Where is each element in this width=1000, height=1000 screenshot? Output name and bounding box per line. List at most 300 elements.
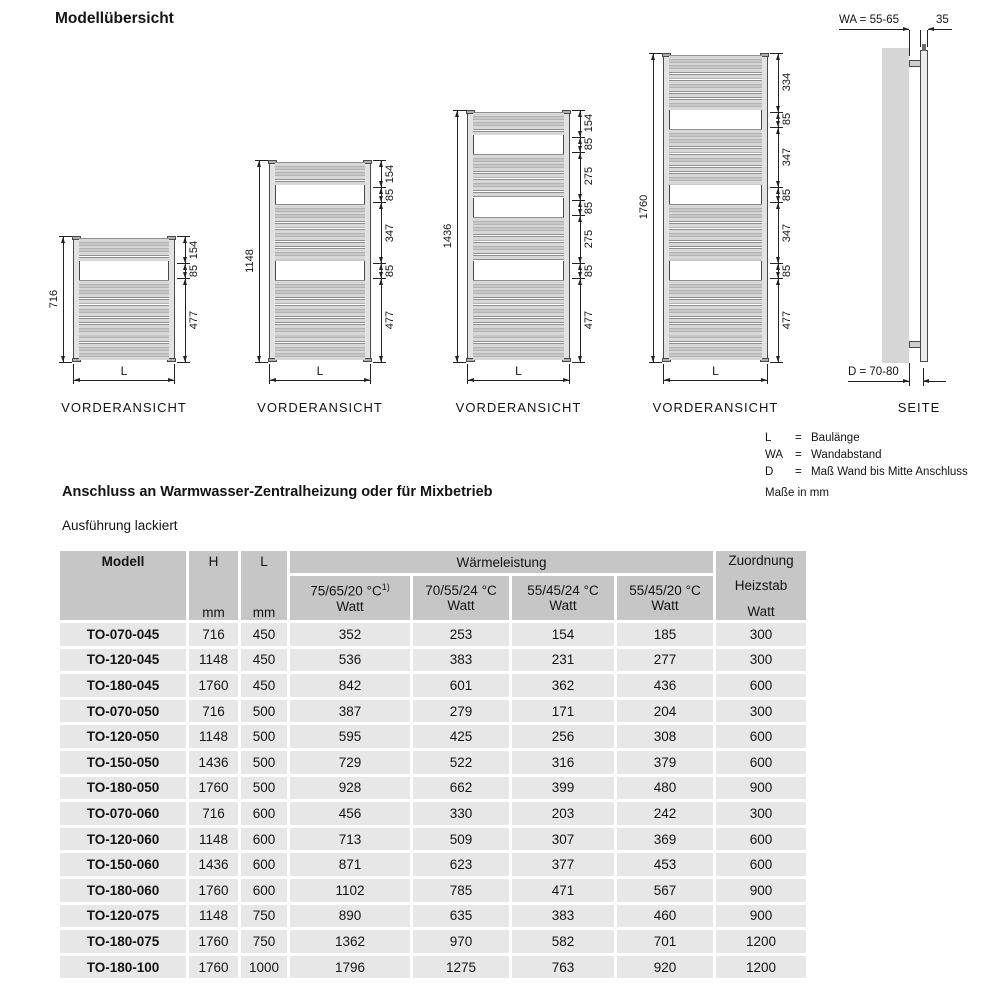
cell-h: 716 (189, 623, 238, 646)
air-vent-icon (922, 44, 926, 51)
cell-model: TO-070-050 (60, 700, 186, 723)
segment-dim-label: 334 (781, 73, 793, 92)
cell-l: 600 (241, 802, 287, 825)
cell-l: 450 (241, 649, 287, 672)
dim-arrow (776, 54, 780, 60)
segment-tick (177, 362, 190, 363)
legend-rows (765, 430, 968, 481)
dim-arrow (651, 356, 655, 362)
cell-watt-2: 330 (413, 802, 509, 825)
table-row (60, 674, 806, 697)
cell-h: 716 (189, 802, 238, 825)
cell-watt-4: 701 (617, 930, 713, 953)
wall-section (882, 48, 909, 363)
cell-h: 1760 (189, 956, 238, 979)
cell-watt-3: 307 (512, 828, 614, 851)
legend-description: Maß Wand bis Mitte Anschluss (811, 466, 968, 478)
dim-arrow (776, 196, 780, 202)
cell-heizstab: 300 (716, 700, 806, 723)
cell-h: 1148 (189, 725, 238, 748)
cell-heizstab: 1200 (716, 930, 806, 953)
legend-row (765, 430, 968, 447)
tube-group (473, 280, 564, 360)
cell-heizstab: 1200 (716, 956, 806, 979)
tube-group (275, 204, 365, 261)
segment-dim-label: 477 (188, 310, 200, 330)
cell-watt-3: 231 (512, 649, 614, 672)
cell-model: TO-180-075 (60, 930, 186, 953)
cell-watt-2: 522 (413, 751, 509, 774)
dim-arrow (776, 257, 780, 263)
segment-dim-label: 347 (781, 147, 793, 167)
cell-watt-4: 436 (617, 674, 713, 697)
cell-l: 500 (241, 725, 287, 748)
legend-equals: = (795, 432, 802, 444)
segment-dim-label: 85 (188, 264, 200, 277)
cell-h: 1148 (189, 905, 238, 928)
dim-arrow (578, 194, 582, 200)
cell-watt-3: 763 (512, 956, 614, 979)
tube-group (275, 280, 365, 360)
wa-extension-line (909, 30, 910, 56)
cell-h: 1148 (189, 828, 238, 851)
dim-arrow (257, 356, 261, 362)
cell-h: 1436 (189, 853, 238, 876)
segment-dim-label: 85 (384, 264, 396, 277)
segment-dim-label: 275 (583, 166, 595, 186)
cell-watt-4: 308 (617, 725, 713, 748)
dim-arrow (257, 161, 261, 167)
cell-h: 1760 (189, 777, 238, 800)
total-dim-line (63, 236, 64, 362)
cell-heizstab: 600 (716, 853, 806, 876)
dim-arrow (74, 378, 80, 382)
cell-watt-2: 279 (413, 700, 509, 723)
cell-watt-4: 453 (617, 853, 713, 876)
dim-arrow (168, 378, 174, 382)
tube-group (669, 280, 762, 360)
dim-arrow (183, 272, 187, 278)
table-row (60, 828, 806, 851)
dim-arrow (776, 188, 780, 194)
cell-model: TO-150-050 (60, 751, 186, 774)
cell-watt-3: 316 (512, 751, 614, 774)
dim-arrow (578, 138, 582, 144)
dim-arrow (468, 378, 474, 382)
front-view-caption: VORDERANSICHT (257, 400, 383, 415)
cell-watt-1: 729 (290, 751, 410, 774)
section-heading: Anschluss an Warmwasser-Zentralheizung oder für Mixbetrieb (62, 484, 493, 500)
dim-arrow (776, 264, 780, 270)
cell-model: TO-180-060 (60, 879, 186, 902)
cell-watt-4: 242 (617, 802, 713, 825)
l-dim-line (269, 380, 371, 381)
legend-row (765, 464, 968, 481)
cell-watt-3: 171 (512, 700, 614, 723)
cell-l: 600 (241, 879, 287, 902)
cell-watt-2: 662 (413, 777, 509, 800)
cell-watt-3: 256 (512, 725, 614, 748)
cell-watt-1: 1362 (290, 930, 410, 953)
cell-heizstab: 900 (716, 777, 806, 800)
dim-arrow (379, 203, 383, 209)
table-row (60, 777, 806, 800)
d-extension-line-wall (909, 363, 910, 386)
tube-group (669, 55, 762, 110)
dim-arrow (379, 161, 383, 167)
total-tick (255, 362, 268, 363)
dim-arrow (578, 264, 582, 270)
wa-dimension-label: WA = 55-65 (839, 14, 899, 26)
cell-watt-2: 1275 (413, 956, 509, 979)
legend-symbol: WA (765, 449, 784, 461)
dim-arrow (578, 146, 582, 152)
tube-group (473, 154, 564, 198)
table-row (60, 623, 806, 646)
dim-arrow (61, 356, 65, 362)
cell-model: TO-150-060 (60, 853, 186, 876)
legend-description: Baulänge (811, 432, 860, 444)
dim-arrow (776, 203, 780, 209)
cell-heizstab: 900 (716, 879, 806, 902)
cell-watt-2: 601 (413, 674, 509, 697)
l-dim-label: L (120, 364, 128, 378)
segment-dim-label: 154 (188, 240, 200, 259)
col-header-l: L mm (241, 551, 287, 620)
l-dim-line (73, 380, 175, 381)
cell-watt-3: 362 (512, 674, 614, 697)
table-row (60, 700, 806, 723)
cell-heizstab: 300 (716, 623, 806, 646)
table-row (60, 879, 806, 902)
cell-model: TO-070-060 (60, 802, 186, 825)
cell-l: 600 (241, 853, 287, 876)
cell-heizstab: 900 (716, 905, 806, 928)
cell-watt-1: 871 (290, 853, 410, 876)
dim-arrow (776, 113, 780, 119)
tube-group (79, 280, 169, 360)
dim-arrow (776, 272, 780, 278)
cell-watt-3: 377 (512, 853, 614, 876)
dim35-arrow (928, 27, 934, 31)
segment-dim-label: 347 (384, 223, 396, 243)
cell-l: 1000 (241, 956, 287, 979)
col-group-power: Wärmeleistung (290, 551, 713, 573)
cell-heizstab: 300 (716, 649, 806, 672)
cell-h: 1760 (189, 674, 238, 697)
total-dim-label: 716 (48, 289, 60, 309)
table-row (60, 853, 806, 876)
col-header-temp-2: 70/55/24 °C Watt (413, 576, 509, 620)
cell-l: 750 (241, 905, 287, 928)
total-dim-line (653, 53, 654, 362)
cell-watt-1: 456 (290, 802, 410, 825)
cell-l: 500 (241, 700, 287, 723)
cell-watt-3: 383 (512, 905, 614, 928)
segment-dim-label: 477 (583, 310, 595, 330)
dim-arrow (379, 196, 383, 202)
col-header-model: Modell (60, 551, 186, 620)
dim-arrow (578, 216, 582, 222)
dim-arrow (578, 356, 582, 362)
side-view-caption: SEITE (897, 400, 941, 415)
col-header-temp-1: 75/65/20 $^\circ C^{1)}$ Watt (290, 576, 410, 620)
cell-model: TO-120-045 (60, 649, 186, 672)
dim-arrow (379, 264, 383, 270)
cell-watt-3: 399 (512, 777, 614, 800)
segment-dim-label: 85 (781, 188, 793, 202)
dim-arrow (776, 356, 780, 362)
l-dim-line (663, 380, 768, 381)
total-dim-line (457, 110, 458, 362)
cell-l: 450 (241, 674, 287, 697)
segment-dim-label: 347 (781, 223, 793, 243)
total-tick (453, 362, 466, 363)
table-row (60, 751, 806, 774)
dim-arrow (563, 378, 569, 382)
segment-tick (770, 362, 783, 363)
cell-watt-1: 387 (290, 700, 410, 723)
cell-watt-1: 352 (290, 623, 410, 646)
cell-watt-4: 460 (617, 905, 713, 928)
segment-dim-label: 85 (384, 188, 396, 202)
dim-arrow (379, 181, 383, 187)
cell-watt-2: 623 (413, 853, 509, 876)
segment-dim-label: 154 (384, 164, 396, 184)
segment-dim-label: 85 (781, 112, 793, 126)
dim-arrow (578, 257, 582, 263)
cell-watt-2: 253 (413, 623, 509, 646)
legend-row (765, 447, 968, 464)
table-row (60, 725, 806, 748)
cell-heizstab: 600 (716, 674, 806, 697)
segment-dim-label: 275 (583, 229, 595, 249)
cell-model: TO-120-060 (60, 828, 186, 851)
cell-watt-2: 635 (413, 905, 509, 928)
dim35-label: 35 (936, 14, 949, 26)
col-header-temp-3: 55/45/24 °C Watt (512, 576, 614, 620)
l-dim-label: L (712, 364, 719, 378)
dim-arrow (776, 106, 780, 112)
dim-arrow (578, 279, 582, 285)
dim-arrow (379, 188, 383, 194)
collector-tube-right (168, 236, 175, 362)
cell-watt-3: 203 (512, 802, 614, 825)
cell-watt-2: 785 (413, 879, 509, 902)
dim-arrow (183, 264, 187, 270)
cell-watt-4: 379 (617, 751, 713, 774)
cell-watt-1: 842 (290, 674, 410, 697)
total-dim-label: 1148 (244, 249, 256, 274)
tube-extension-line-left (920, 30, 921, 47)
cell-h: 1148 (189, 649, 238, 672)
cell-watt-4: 277 (617, 649, 713, 672)
segment-tick (572, 362, 585, 363)
cell-watt-1: 713 (290, 828, 410, 851)
total-dim-label: 1760 (638, 195, 650, 220)
spec-table (57, 548, 809, 981)
dim-arrow (651, 54, 655, 60)
page-title: Modellübersicht (55, 10, 174, 27)
dim-arrow (379, 356, 383, 362)
dim-arrow (183, 257, 187, 263)
cell-watt-1: 1102 (290, 879, 410, 902)
cell-l: 450 (241, 623, 287, 646)
table-row (60, 956, 806, 979)
cell-watt-1: 536 (290, 649, 410, 672)
cell-l: 500 (241, 751, 287, 774)
cell-watt-4: 185 (617, 623, 713, 646)
cell-watt-4: 480 (617, 777, 713, 800)
tube-group (275, 162, 365, 185)
cell-watt-3: 471 (512, 879, 614, 902)
col-header-temp-4: 55/45/20 °C Watt (617, 576, 713, 620)
segment-dim-label: 154 (583, 114, 595, 133)
cell-watt-2: 970 (413, 930, 509, 953)
dim-arrow (578, 111, 582, 117)
col-header-h: H mm (189, 551, 238, 620)
cell-watt-1: 890 (290, 905, 410, 928)
l-dim-line (467, 380, 570, 381)
dim-arrow (776, 121, 780, 127)
table-row (60, 802, 806, 825)
legend (765, 430, 968, 502)
cell-watt-1: 1796 (290, 956, 410, 979)
front-view-caption: VORDERANSICHT (652, 400, 779, 415)
total-dim-line (259, 160, 260, 362)
cell-model: TO-070-045 (60, 623, 186, 646)
segment-dim-label: 477 (384, 310, 396, 330)
cell-watt-4: 369 (617, 828, 713, 851)
cell-watt-4: 204 (617, 700, 713, 723)
tube-extension-line-right (927, 30, 928, 47)
cell-watt-4: 567 (617, 879, 713, 902)
cell-heizstab: 600 (716, 725, 806, 748)
dim-arrow (379, 272, 383, 278)
cell-h: 1436 (189, 751, 238, 774)
segment-dim-line (185, 236, 186, 362)
segment-tick (373, 362, 386, 363)
legend-symbol: L (765, 432, 772, 444)
dim-arrow (183, 237, 187, 243)
cell-watt-4: 920 (617, 956, 713, 979)
dim-arrow (379, 257, 383, 263)
legend-symbol: D (765, 466, 774, 478)
tube-group (79, 238, 169, 261)
cell-heizstab: 600 (716, 751, 806, 774)
d-arrow-left (923, 379, 929, 383)
segment-dim-label: 477 (781, 310, 793, 330)
cell-model: TO-180-050 (60, 777, 186, 800)
total-tick (649, 362, 662, 363)
segment-dim-label: 85 (583, 201, 595, 214)
units-note: Maße in mm (765, 487, 829, 499)
table-row (60, 649, 806, 672)
cell-watt-2: 509 (413, 828, 509, 851)
cell-h: 1760 (189, 930, 238, 953)
col-header-heizstab: Zuordnung Heizstab Watt (716, 551, 806, 620)
cell-watt-2: 383 (413, 649, 509, 672)
tube-group (473, 112, 564, 135)
table-row (60, 930, 806, 953)
legend-equals: = (795, 449, 802, 461)
cell-l: 500 (241, 777, 287, 800)
cell-model: TO-120-075 (60, 905, 186, 928)
wall-bracket-top (909, 60, 921, 67)
cell-watt-3: 582 (512, 930, 614, 953)
tube-group (669, 129, 762, 186)
dim-arrow (761, 378, 767, 382)
cell-heizstab: 300 (716, 802, 806, 825)
legend-description: Wandabstand (811, 449, 882, 461)
collector-tube-right (364, 160, 371, 362)
dim-arrow (270, 378, 276, 382)
cell-watt-3: 154 (512, 623, 614, 646)
segment-dim-label: 85 (781, 264, 793, 277)
wa-dimension-line (839, 29, 909, 30)
cell-watt-1: 928 (290, 777, 410, 800)
dim-arrow (183, 279, 187, 285)
dim-arrow (364, 378, 370, 382)
collector-tube-right (563, 110, 570, 362)
total-tick (59, 362, 72, 363)
collector-tube-right (761, 53, 768, 362)
cell-watt-1: 595 (290, 725, 410, 748)
dim-arrow (578, 209, 582, 215)
dim-arrow (578, 201, 582, 207)
d-extension-line-tube (923, 368, 924, 386)
legend-equals: = (795, 466, 802, 478)
cell-h: 716 (189, 700, 238, 723)
table-row (60, 905, 806, 928)
d-dimension-line (848, 381, 909, 382)
wall-bracket-bottom (909, 341, 921, 348)
total-dim-label: 1436 (442, 223, 454, 249)
segment-dim-label: 85 (583, 264, 595, 277)
section-subheading: Ausführung lackiert (62, 518, 178, 533)
dim-arrow (578, 131, 582, 137)
tube-group (669, 204, 762, 261)
dim-arrow (578, 153, 582, 159)
front-view-caption: VORDERANSICHT (61, 400, 187, 415)
cell-l: 750 (241, 930, 287, 953)
dim-arrow (776, 128, 780, 134)
front-view-caption: VORDERANSICHT (455, 400, 582, 415)
l-dim-label: L (316, 364, 324, 378)
dim-arrow (664, 378, 670, 382)
side-radiator-tube (920, 50, 928, 362)
tube-group (473, 217, 564, 261)
dim-arrow (61, 237, 65, 243)
cell-model: TO-180-100 (60, 956, 186, 979)
dim-arrow (776, 279, 780, 285)
dim-arrow (183, 356, 187, 362)
cell-model: TO-120-050 (60, 725, 186, 748)
dim-arrow (455, 111, 459, 117)
cell-heizstab: 600 (716, 828, 806, 851)
dim-arrow (578, 272, 582, 278)
segment-dim-label: 85 (583, 138, 595, 151)
cell-model: TO-180-045 (60, 674, 186, 697)
dim-arrow (379, 279, 383, 285)
dim-arrow (776, 181, 780, 187)
cell-watt-2: 425 (413, 725, 509, 748)
l-dim-label: L (515, 364, 522, 378)
cell-h: 1760 (189, 879, 238, 902)
d-dimension-label: D = 70-80 (848, 366, 899, 378)
dim-arrow (455, 356, 459, 362)
cell-l: 600 (241, 828, 287, 851)
